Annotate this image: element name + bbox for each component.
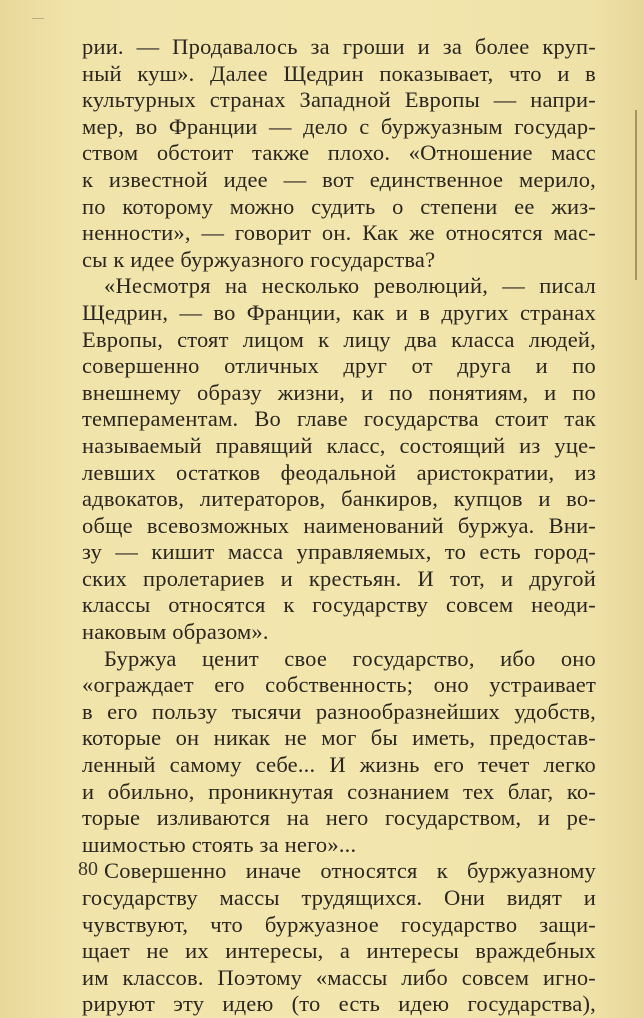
text-line: внешнему образу жизни, и по понятиям, и по — [82, 379, 596, 405]
text-line: «ограждает его собственность; оно устраивает — [82, 672, 596, 698]
text-line: по которому можно судить о степени ее жиз- — [82, 193, 596, 219]
text-line: Щедрин, — во Франции, как и в других странах — [82, 299, 596, 325]
text-line: ненности», — говорит он. Как же относятся мас- — [82, 220, 596, 246]
text-line: рируют эту идею (то есть идею государства), — [82, 991, 596, 1017]
page-number: 80 — [78, 858, 98, 880]
text-line: рии. — Продавалось за гроши и за более круп- — [82, 34, 596, 59]
text-line: и обильно, проникнутая сознанием тех благ, ко- — [82, 778, 596, 804]
text-line: ленный самому себе... И жизнь его течет легко — [82, 752, 596, 778]
text-line: левших остатков феодальной аристократии, из — [82, 459, 596, 485]
text-line: щает не их интересы, а интересы враждебных — [82, 938, 596, 964]
text-line: адвокатов, литераторов, банкиров, купцов и во- — [82, 486, 596, 512]
text-line: шимостью стоять за него»... — [82, 831, 357, 857]
text-line: им классов. Поэтому «массы либо совсем игно- — [82, 964, 596, 990]
text-line: к известной идее — вот единственное мерило, — [82, 166, 596, 192]
text-line: ный куш». Далее Щедрин показывает, что и в — [82, 60, 596, 86]
text-line: обще всевозможных наименований буржуа. Вни- — [82, 512, 596, 538]
text-line: в его пользу тысячи разнообразнейших удобств, — [82, 698, 596, 724]
text-line: сы к идее буржуазного государства? — [82, 246, 436, 272]
text-line: наковым образом». — [82, 619, 269, 645]
text-line: совершенно отличных друг от друга и по — [82, 353, 596, 379]
text-line: чувствуют, что буржуазное государство защи- — [82, 911, 596, 937]
text-line: ством обстоит также плохо. «Отношение масс — [82, 140, 596, 166]
text-line: ских пролетариев и крестьян. И тот, и другой — [82, 565, 596, 591]
text-line: Европы, стоят лицом к лицу два класса людей, — [82, 326, 596, 352]
text-line: культурных странах Западной Европы — напри- — [82, 87, 596, 113]
text-line: Совершенно иначе относятся к буржуазному — [104, 858, 596, 884]
text-line: которые он никак не мог бы иметь, предостав- — [82, 725, 596, 751]
page-right-edge-shadow — [635, 110, 637, 280]
page-body-text — [82, 34, 596, 1018]
text-line: темпераментам. Во главе государства стоит так — [82, 406, 596, 432]
text-line: зу — кишит масса управляемых, то есть город- — [82, 539, 596, 565]
text-line: государству массы трудящихся. Они видят и — [82, 885, 596, 910]
text-line: называемый правящий класс, состоящий из уце- — [82, 432, 596, 458]
text-line: торые изливаются на него государством, и ре- — [82, 805, 596, 831]
text-line: Буржуа ценит свое государство, ибо оно — [104, 645, 596, 671]
text-line: «Несмотря на несколько революций, — писал — [104, 273, 596, 299]
text-line: мер, во Франции — дело с буржуазным государ- — [82, 113, 596, 139]
scan-edge-mark — [32, 18, 44, 19]
text-line: классы относятся к государству совсем неоди- — [82, 592, 596, 618]
